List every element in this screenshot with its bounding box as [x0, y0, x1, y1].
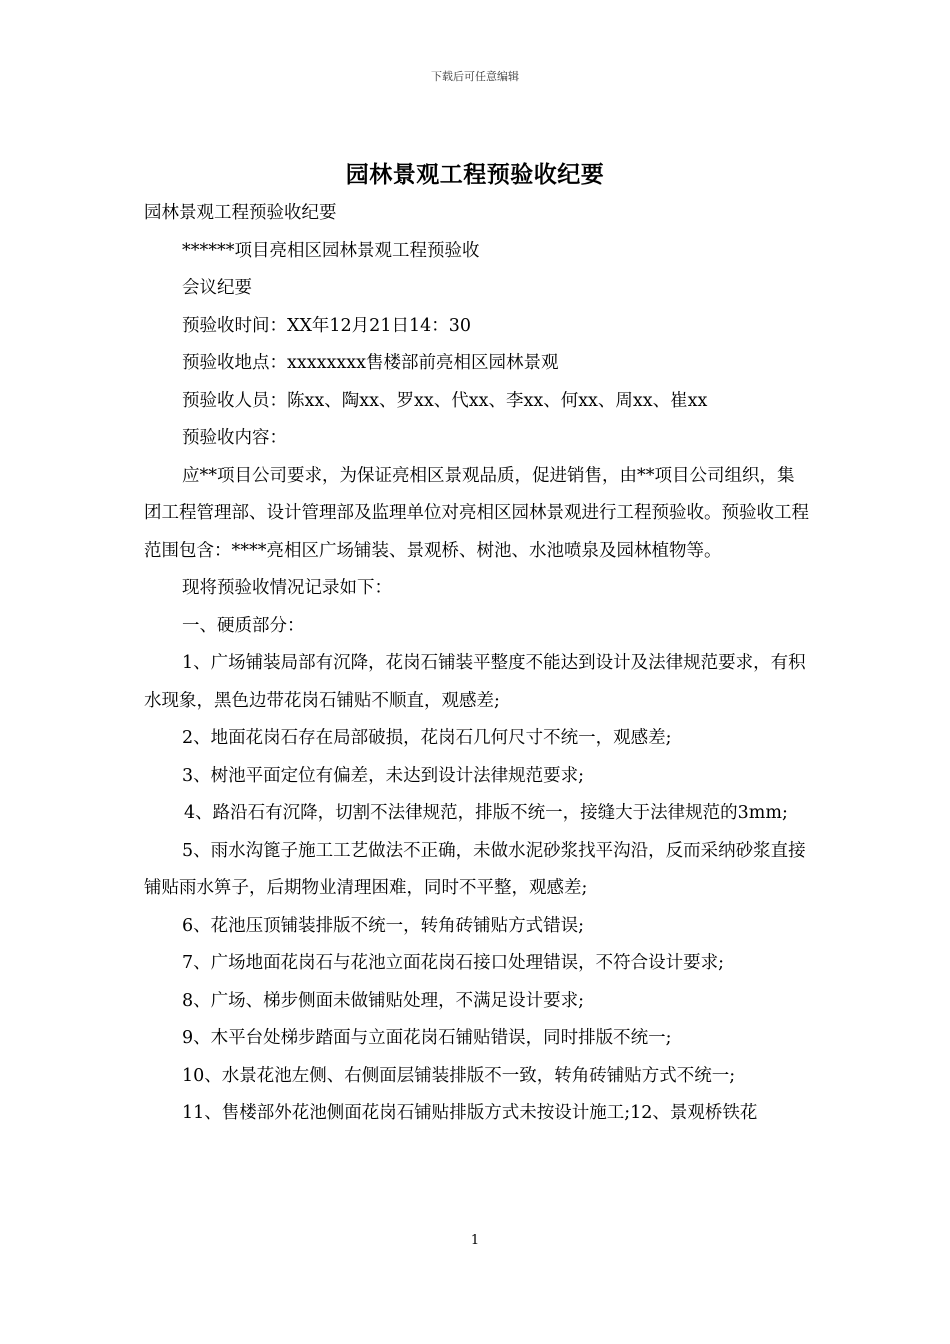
- list-item: 8、广场、梯步侧面未做铺贴处理，不满足设计要求;: [182, 990, 585, 1011]
- list-item: 1、广场铺装局部有沉降，花岗石铺装平整度不能达到设计及法律规范要求，有积水现象，黑色边带花岗石铺贴不顺直，观感差;: [144, 653, 806, 711]
- page-header: 下载后可任意编辑: [431, 70, 519, 83]
- list-item: 4、路沿石有沉降，切割不法律规范，排版不统一，接缝大于法律规范的3mm;: [184, 803, 788, 823]
- list-item: 7、广场地面花岗石与花池立面花岗石接口处理错误，不符合设计要求;: [182, 953, 725, 973]
- list-item: 6、花池压顶铺装排版不统一，转角砖铺贴方式错误;: [182, 915, 585, 936]
- document-body: [144, 195, 809, 1133]
- list-item: 11、售楼部外花池侧面花岗石铺贴排版方式未按设计施工;12、景观桥铁花: [182, 1103, 758, 1123]
- inspection-time: 预验收时间：XX年12月21日14：30: [182, 315, 471, 336]
- document-title: 园林景观工程预验收纪要: [345, 162, 605, 188]
- subtitle-line: 园林景观工程预验收纪要: [144, 203, 337, 223]
- inspection-content-label: 预验收内容：: [182, 428, 287, 448]
- minutes-label: 会议纪要: [182, 278, 252, 298]
- list-item: 5、雨水沟篦子施工工艺做法不正确，未做水泥砂浆找平沟沿，反而采纳砂浆直接铺贴雨水箅子，后期物业清理困难，同时不平整，观感差;: [144, 840, 806, 898]
- page-number: 1: [470, 1233, 480, 1248]
- inspection-personnel: 预验收人员：陈xx、陶xx、罗xx、代xx、李xx、何xx、周xx、崔xx: [182, 390, 708, 411]
- list-item: 3、树池平面定位有偏差，未达到设计法律规范要求;: [182, 765, 585, 786]
- record-intro: 现将预验收情况记录如下：: [182, 578, 392, 598]
- intro-paragraph: 应**项目公司要求，为保证亮相区景观品质，促进销售，由**项目公司组织，集团工程管理部、设计管理部及监理单位对亮相区园林景观进行工程预验收。预验收工程范围包含：****亮相区广场铺装、景观桥、树池、水池喷泉及园林植物等。: [144, 465, 809, 561]
- list-item: 10、水景花池左侧、右侧面层铺装排版不一致，转角砖铺贴方式不统一;: [182, 1065, 736, 1086]
- project-line: ******项目亮相区园林景观工程预验收: [182, 240, 480, 261]
- inspection-location: 预验收地点：xxxxxxxx售楼部前亮相区园林景观: [182, 353, 559, 373]
- list-item: 9、木平台处梯步踏面与立面花岗石铺贴错误，同时排版不统一;: [182, 1028, 672, 1048]
- section-heading-hard: 一、硬质部分：: [182, 615, 305, 636]
- list-item: 2、地面花岗石存在局部破损，花岗石几何尺寸不统一，观感差;: [182, 728, 672, 748]
